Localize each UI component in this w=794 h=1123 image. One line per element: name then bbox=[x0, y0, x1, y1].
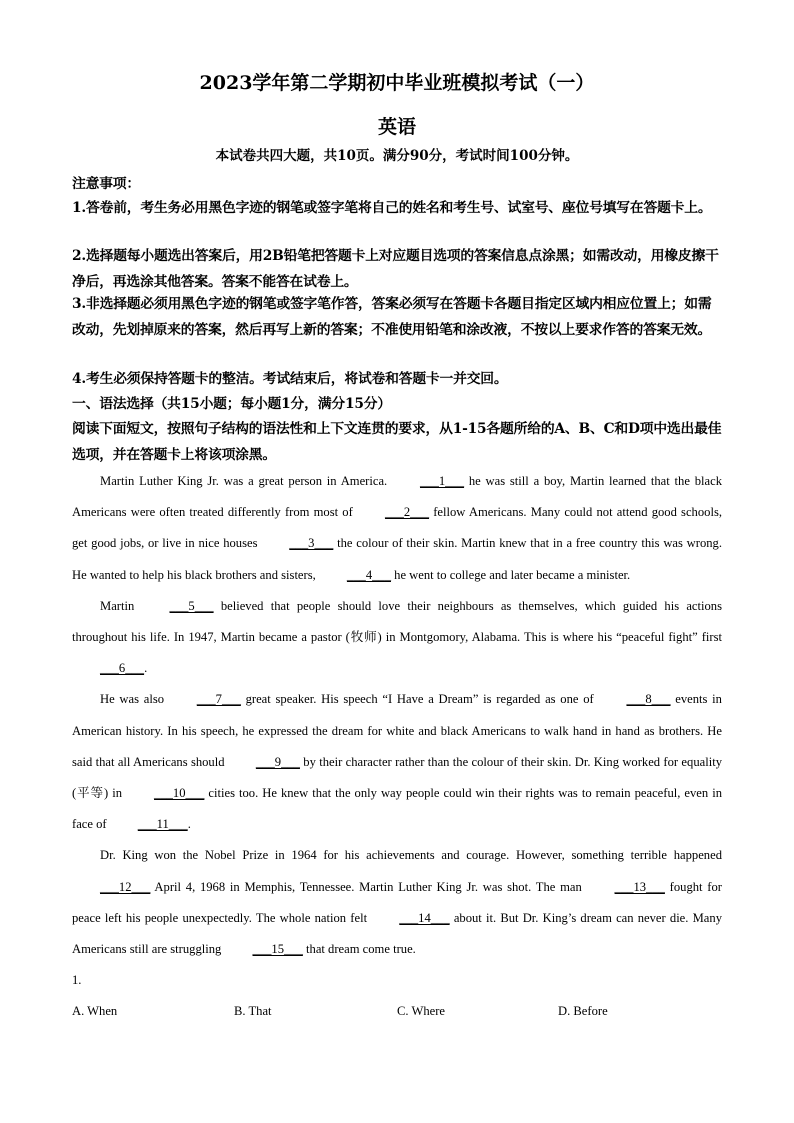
passage-text: . bbox=[144, 661, 148, 676]
notice-item-3: 3.非选择题必须用黑色字迹的钢笔或签字笔作答，答案必须写在答题卡各题目指定区域内相应位置上；如需改动，先划掉原来的答案，然后再写上新的答案；不准使用铅笔和涂改液，不按以上要求作答的答案无效。 bbox=[72, 296, 712, 338]
passage-paragraph-2 bbox=[72, 591, 722, 685]
passage-text: fought for peace left his people unexpectedly. The whole nation felt bbox=[72, 879, 722, 925]
passage-text: he was still a boy, Martin learned that the black Americans were often treated differently from most of bbox=[72, 474, 722, 520]
passage-text: by their character rather than the colour of their skin. Dr. King worked for equality (平等) in bbox=[72, 754, 723, 801]
notice-item-2: 2.选择题每小题选出答案后，用2B铅笔把答题卡上对应题目选项的答案信息点涂黑；如需改动，用橡皮擦干净后，再选涂其他答案。答案不能答在试卷上。 bbox=[72, 248, 719, 290]
passage-text: the colour of their skin. Martin knew that in a free country this was wrong. He wanted to help his black brothers and sisters, bbox=[72, 536, 722, 582]
passage-text: He was also bbox=[100, 692, 169, 707]
passage-text: events in American history. In his speech, he expressed the dream for white and black Americans to walk hand in hand as brothers. He said that all Americans should bbox=[72, 692, 722, 769]
blank-11: ___11___ bbox=[137, 817, 188, 832]
notice-item-1: 1.答卷前，考生务必用黑色字迹的钢笔或签字笔将自己的姓名和考生号、试室号、座位号填写在答题卡上。 bbox=[72, 200, 712, 216]
passage-paragraph-4 bbox=[72, 840, 722, 965]
passage-text: about it. But Dr. King’s dream can never die. Many Americans still are struggling bbox=[72, 910, 722, 957]
notice-heading: 注意事项： bbox=[72, 176, 140, 192]
blank-15: ___15___ bbox=[252, 942, 303, 957]
option-d[interactable]: D. Before bbox=[558, 1004, 608, 1018]
passage-text: great speaker. His speech “I Have a Dream” is regarded as one of bbox=[240, 692, 599, 707]
question-options bbox=[72, 1001, 732, 1021]
passage-text: April 4, 1968 in Memphis, Tennessee. Martin Luther King Jr. was shot. The man bbox=[150, 879, 587, 894]
blank-13: ___13___ bbox=[614, 879, 665, 894]
passage-text: Martin Luther King Jr. was a great person in America. bbox=[100, 474, 392, 488]
passage-paragraph-1 bbox=[72, 466, 722, 591]
question-number: 1. bbox=[72, 973, 82, 987]
blank-2: ___2___ bbox=[384, 505, 430, 520]
blank-8: ___8___ bbox=[626, 692, 671, 707]
section-instruction: 阅读下面短文，按照句子结构的语法性和上下文连贯的要求，从1-15各题所给的A、B、C和D项中选出最佳选项，并在答题卡上将该项涂黑。 bbox=[72, 421, 722, 463]
exam-title: 2023学年第二学期初中毕业班模拟考试（一） bbox=[199, 72, 595, 94]
blank-14: ___14___ bbox=[399, 910, 450, 925]
blank-7: ___7___ bbox=[196, 692, 241, 707]
blank-1: ___1___ bbox=[419, 474, 465, 488]
blank-3: ___3___ bbox=[289, 536, 334, 551]
option-c[interactable]: C. Where bbox=[397, 1004, 446, 1018]
blank-10: ___10___ bbox=[154, 786, 205, 801]
section-heading: 一、语法选择（共15小题；每小题1分，满分15分） bbox=[72, 396, 391, 412]
passage-text: Dr. King won the Nobel Prize in 1964 for his achievements and courage. However, something terrible happened bbox=[100, 848, 722, 863]
notice-item-4: 4.考生必须保持答题卡的整洁。考试结束后，将试卷和答题卡一并交回。 bbox=[72, 371, 508, 387]
exam-info: 本试卷共四大题，共10页。满分90分，考试时间100分钟。 bbox=[215, 148, 579, 164]
passage-text: . bbox=[187, 817, 191, 832]
passage-text: cities too. He knew that the only way people could win their rights was to remain peaceful, even in face of bbox=[72, 786, 723, 832]
blank-9: ___9___ bbox=[255, 754, 300, 769]
option-a[interactable]: A. When bbox=[72, 1004, 118, 1018]
passage-text: he went to college and later became a minister. bbox=[391, 567, 631, 582]
passage-paragraph-3 bbox=[72, 684, 722, 840]
blank-4: ___4___ bbox=[346, 567, 391, 582]
blank-12: ___12___ bbox=[100, 879, 151, 894]
subject-title: 英语 bbox=[377, 116, 416, 138]
blank-5: ___5___ bbox=[169, 598, 214, 613]
passage-text: believed that people should love their neighbours as themselves, which guided his actions throughout his life. In 1947, Martin became a pastor (牧师) in Montgomory, Alabama. This is where his “peaceful fight” first bbox=[72, 598, 722, 645]
passage-text: that dream come true. bbox=[302, 942, 416, 957]
passage-text: fellow Americans. Many could not attend good schools, get good jobs, or live in nice houses bbox=[72, 505, 722, 551]
blank-6: ___6___ bbox=[100, 661, 145, 676]
passage-text: Martin bbox=[100, 598, 142, 613]
reading-passage bbox=[72, 466, 722, 965]
option-b[interactable]: B. That bbox=[234, 1004, 272, 1018]
